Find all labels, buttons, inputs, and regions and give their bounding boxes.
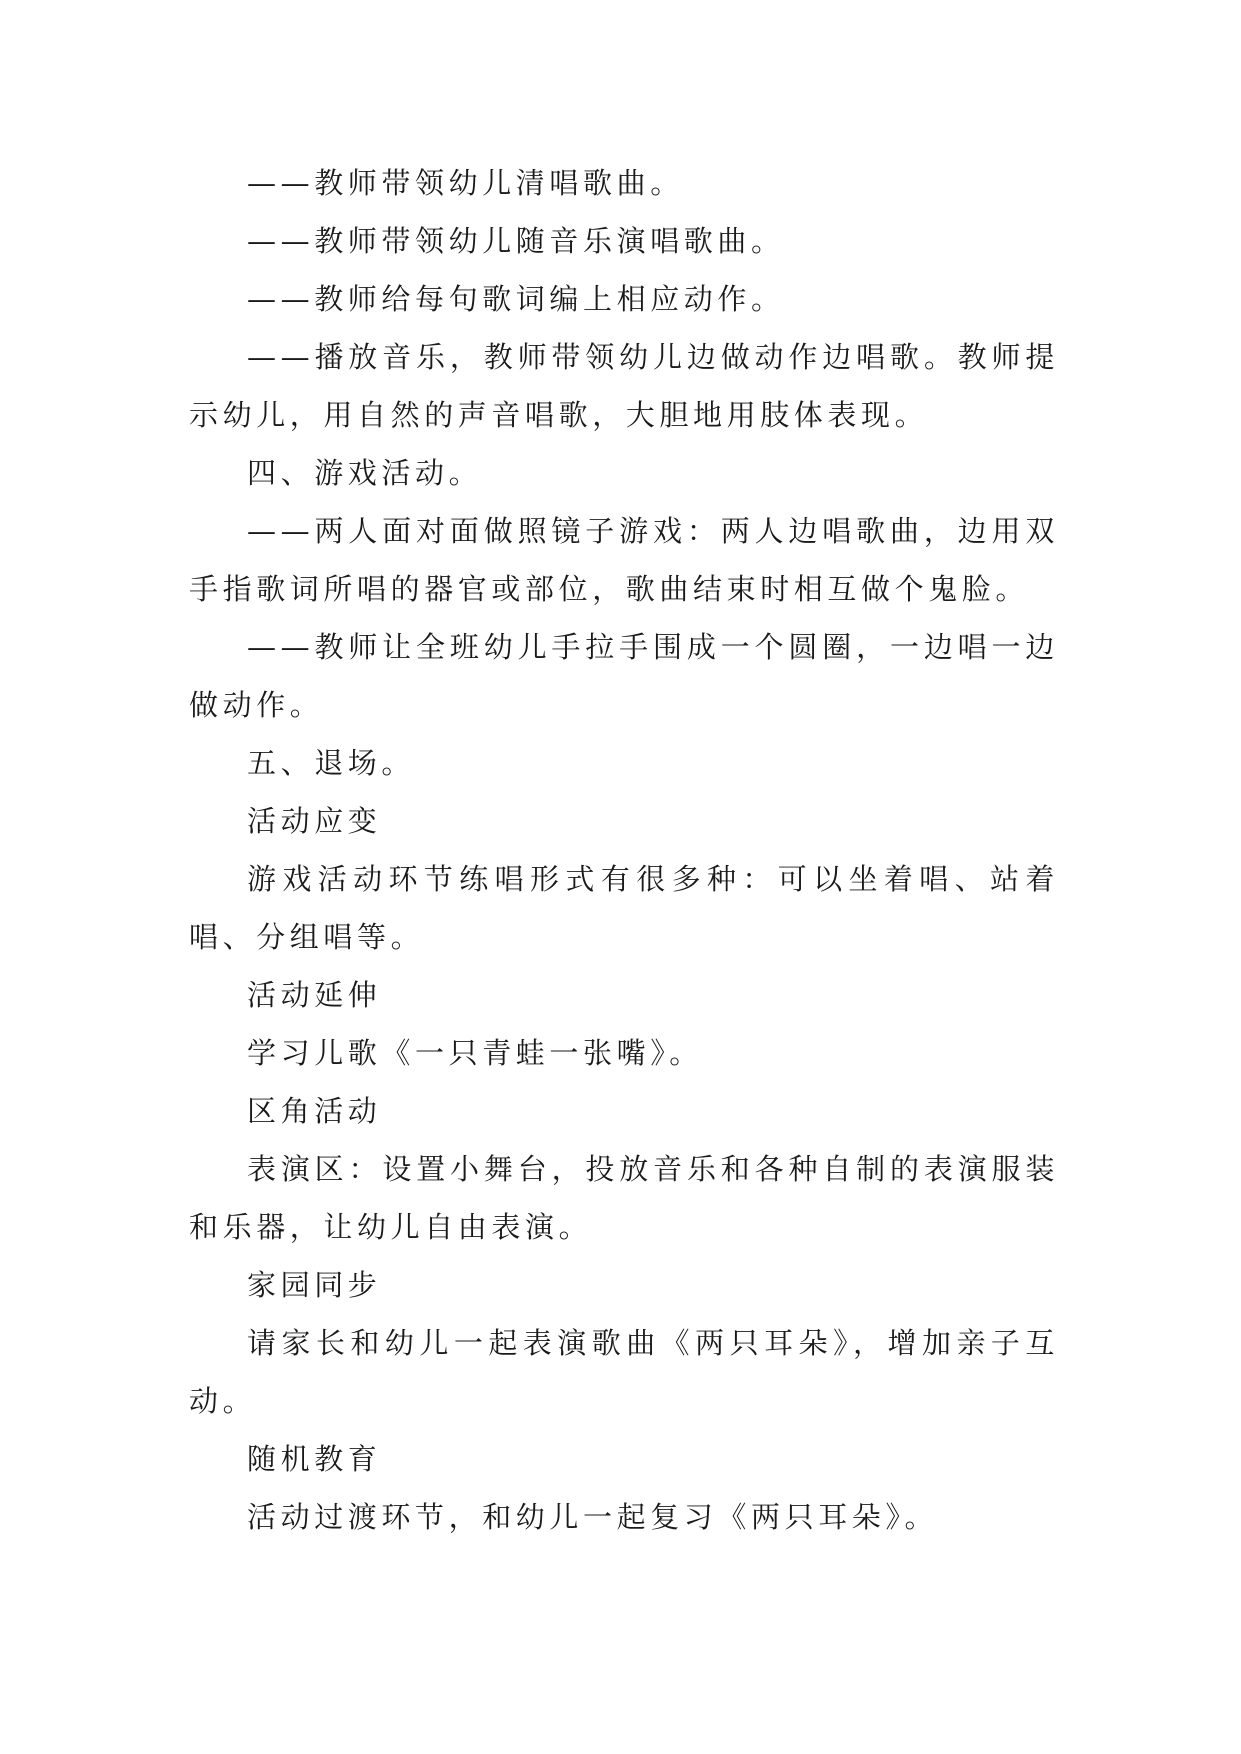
paragraph-lyrics-actions: ——教师给每句歌词编上相应动作。 [247,282,785,316]
paragraph-singing-forms: 游戏活动环节练唱形式有很多种：可以坐着唱、站着唱、分组唱等。 [189,862,1059,954]
paragraph-review-song: 活动过渡环节，和幼儿一起复习《两只耳朵》。 [247,1500,939,1534]
section-heading-incidental-education: 随机教育 [247,1442,382,1476]
paragraph-learn-nursery-rhyme: 学习儿歌《一只青蛙一张嘴》。 [247,1036,703,1070]
paragraph-teacher-sings-a-cappella: ——教师带领幼儿清唱歌曲。 [247,166,684,200]
paragraph-performance-area: 表演区：设置小舞台，投放音乐和各种自制的表演服装和乐器，让幼儿自由表演。 [189,1152,1059,1244]
paragraph-circle-game: ——教师让全班幼儿手拉手围成一个圆圈，一边唱一边做动作。 [189,630,1059,722]
paragraph-teacher-sings-with-music: ——教师带领幼儿随音乐演唱歌曲。 [247,224,785,258]
section-heading-exit: 五、退场。 [247,746,416,780]
paragraph-parents-perform: 请家长和幼儿一起表演歌曲《两只耳朵》，增加亲子互动。 [189,1326,1059,1418]
section-heading-home-school-sync: 家园同步 [247,1268,382,1302]
section-heading-activity-adaptation: 活动应变 [247,804,382,838]
paragraph-mirror-game: ——两人面对面做照镜子游戏：两人边唱歌曲，边用双手指歌词所唱的器官或部位，歌曲结束时相互做个鬼脸。 [189,514,1059,606]
section-heading-game-activity: 四、游戏活动。 [247,456,483,490]
paragraph-play-music: ——播放音乐，教师带领幼儿边做动作边唱歌。教师提示幼儿，用自然的声音唱歌，大胆地用肢体表现。 [189,340,1059,432]
section-heading-activity-extension: 活动延伸 [247,978,382,1012]
document-body [189,154,1059,1546]
section-heading-corner-activity: 区角活动 [247,1094,382,1128]
